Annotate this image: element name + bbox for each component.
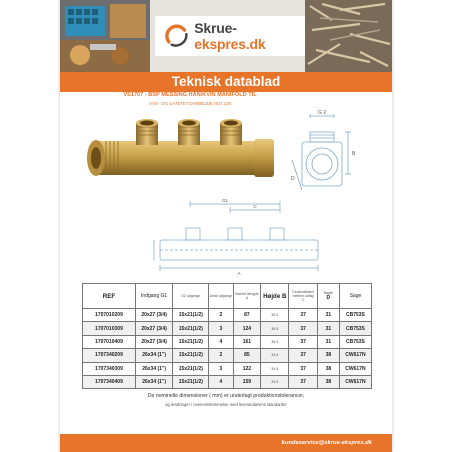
hero-banner xyxy=(60,0,392,72)
front-view-drawing xyxy=(150,196,330,276)
product-subtitle: VVS- OG SANITETSARBEJDE ISO 228 xyxy=(148,101,232,106)
cell-sage: CW617N xyxy=(339,349,371,362)
cell-indgang: 26x34 (1") xyxy=(135,375,172,388)
cell-hojde: 34.5 xyxy=(261,362,289,375)
cell-sage: CB753S xyxy=(339,322,371,335)
cell-antal: 3 xyxy=(209,322,233,335)
label-g2: G 2 xyxy=(317,110,327,116)
col-laengde: Samlet længde A xyxy=(233,284,261,309)
cell-ref: 1707010409 xyxy=(83,335,136,348)
cell-hojde: 34.5 xyxy=(261,375,289,388)
cell-ref: 1707340209 xyxy=(83,349,136,362)
cell-sage: CW617N xyxy=(339,375,371,388)
col-indgang: Indgang G1 xyxy=(135,284,172,309)
side-view-drawing xyxy=(288,108,378,200)
label-a: A xyxy=(237,271,241,276)
cell-indgang: 20x27 (3/4) xyxy=(135,322,172,335)
cell-udgange: 15x21(1/2) xyxy=(173,335,209,348)
cell-laengde: 124 xyxy=(233,322,261,335)
label-d: D xyxy=(291,176,295,182)
cell-laengde: 161 xyxy=(233,335,261,348)
cell-udgange: 15x21(1/2) xyxy=(173,362,209,375)
screw-logo-icon xyxy=(163,22,190,50)
cell-center: 37 xyxy=(289,375,318,388)
cell-nogle: 38 xyxy=(317,375,339,388)
label-c: C xyxy=(253,204,257,209)
cell-sage: CB753S xyxy=(339,335,371,348)
cell-udgange: 15x21(1/2) xyxy=(173,309,209,322)
table-row xyxy=(83,362,372,375)
cell-hojde: 36.5 xyxy=(261,335,289,348)
cell-nogle: 38 xyxy=(317,349,339,362)
col-ref: REF xyxy=(83,284,136,309)
cell-indgang: 20x27 (3/4) xyxy=(135,309,172,322)
tolerance-note: De nominelle dimensioner ( mm) er underlagt produktionstolerancer, xyxy=(147,393,305,399)
cell-antal: 2 xyxy=(209,349,233,362)
cell-ref: 1707010209 xyxy=(83,309,136,322)
col-hojde: Højde B xyxy=(261,284,289,309)
table-row xyxy=(83,349,372,362)
table-header-row xyxy=(83,284,372,309)
cell-hojde: 36.5 xyxy=(261,322,289,335)
product-title: VS1707 - BSP MESSING HAN/KVIN MANIFOLD TIL xyxy=(123,92,257,98)
standards-note: og ændringer i overensstemmelse med leverandørens standarder xyxy=(165,402,287,407)
cell-nogle: 31 xyxy=(317,335,339,348)
cell-hojde: 34.5 xyxy=(261,349,289,362)
col-sage: Sage xyxy=(339,284,371,309)
cell-center: 37 xyxy=(289,322,318,335)
cell-antal: 2 xyxy=(209,309,233,322)
cell-center: 37 xyxy=(289,309,318,322)
cell-ref: 1707340409 xyxy=(83,375,136,388)
cell-indgang: 26x34 (1") xyxy=(135,349,172,362)
cell-sage: CB753S xyxy=(339,309,371,322)
cell-nogle: 31 xyxy=(317,309,339,322)
cell-indgang: 26x34 (1") xyxy=(135,362,172,375)
cell-laengde: 87 xyxy=(233,309,261,322)
brand-name: Skrue-ekspres.dk xyxy=(194,20,266,52)
cell-center: 37 xyxy=(289,349,318,362)
cell-laengde: 159 xyxy=(233,375,261,388)
cell-antal: 3 xyxy=(209,362,233,375)
cell-nogle: 38 xyxy=(317,362,339,375)
cell-center: 37 xyxy=(289,335,318,348)
datasheet-page xyxy=(60,0,392,452)
cell-hojde: 36.5 xyxy=(261,309,289,322)
cell-laengde: 122 xyxy=(233,362,261,375)
table-row xyxy=(83,375,372,388)
col-udgange: G2 udgange xyxy=(173,284,209,309)
cell-center: 37 xyxy=(289,362,318,375)
spec-table xyxy=(82,283,372,389)
footer-bar xyxy=(60,434,392,452)
contact-email-link[interactable]: kundeservice@skrue-ekspres.dk xyxy=(281,440,372,446)
cell-antal: 4 xyxy=(209,375,233,388)
cell-udgange: 15x21(1/2) xyxy=(173,349,209,362)
col-antal: Antal udgange xyxy=(209,284,233,309)
cell-antal: 4 xyxy=(209,335,233,348)
cell-ref: 1707340309 xyxy=(83,362,136,375)
table-row xyxy=(83,309,372,322)
cell-ref: 1707010309 xyxy=(83,322,136,335)
label-b: B xyxy=(352,151,356,157)
cell-indgang: 20x27 (3/4) xyxy=(135,335,172,348)
cell-udgange: 15x21(1/2) xyxy=(173,375,209,388)
table-row xyxy=(83,335,372,348)
cell-laengde: 85 xyxy=(233,349,261,362)
cell-sage: CW617N xyxy=(339,362,371,375)
cell-nogle: 31 xyxy=(317,322,339,335)
cell-udgange: 15x21(1/2) xyxy=(173,322,209,335)
table-row xyxy=(83,322,372,335)
label-g1: G1 xyxy=(221,198,229,203)
col-center: Centerafstand mellem udtag C xyxy=(289,284,318,309)
brand-logo[interactable] xyxy=(155,16,305,56)
manifold-product-photo xyxy=(86,115,276,185)
col-nogle: Nøgle D xyxy=(317,284,339,309)
page-title: Teknisk datablad xyxy=(60,72,392,92)
